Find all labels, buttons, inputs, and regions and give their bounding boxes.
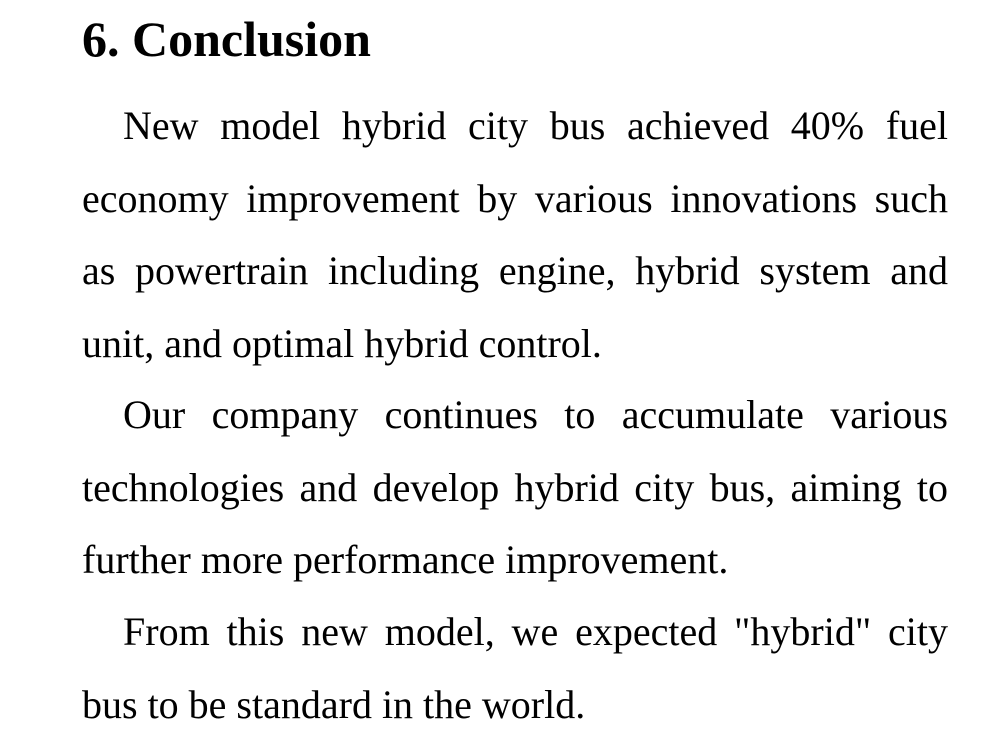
paragraph-2: Our company continues to accumulate various technologies and develop hybrid city bus, aiming to further more performance improvement. (82, 392, 948, 582)
paragraph-3: From this new model, we expected "hybrid" city bus to be standard in the world. (82, 609, 948, 727)
paragraph-1: New model hybrid city bus achieved 40% fuel economy improvement by various innovations such as powertrain including engine, hybrid system and unit, and optimal hybrid control. (82, 103, 948, 366)
section-heading: 6. Conclusion (82, 11, 371, 67)
